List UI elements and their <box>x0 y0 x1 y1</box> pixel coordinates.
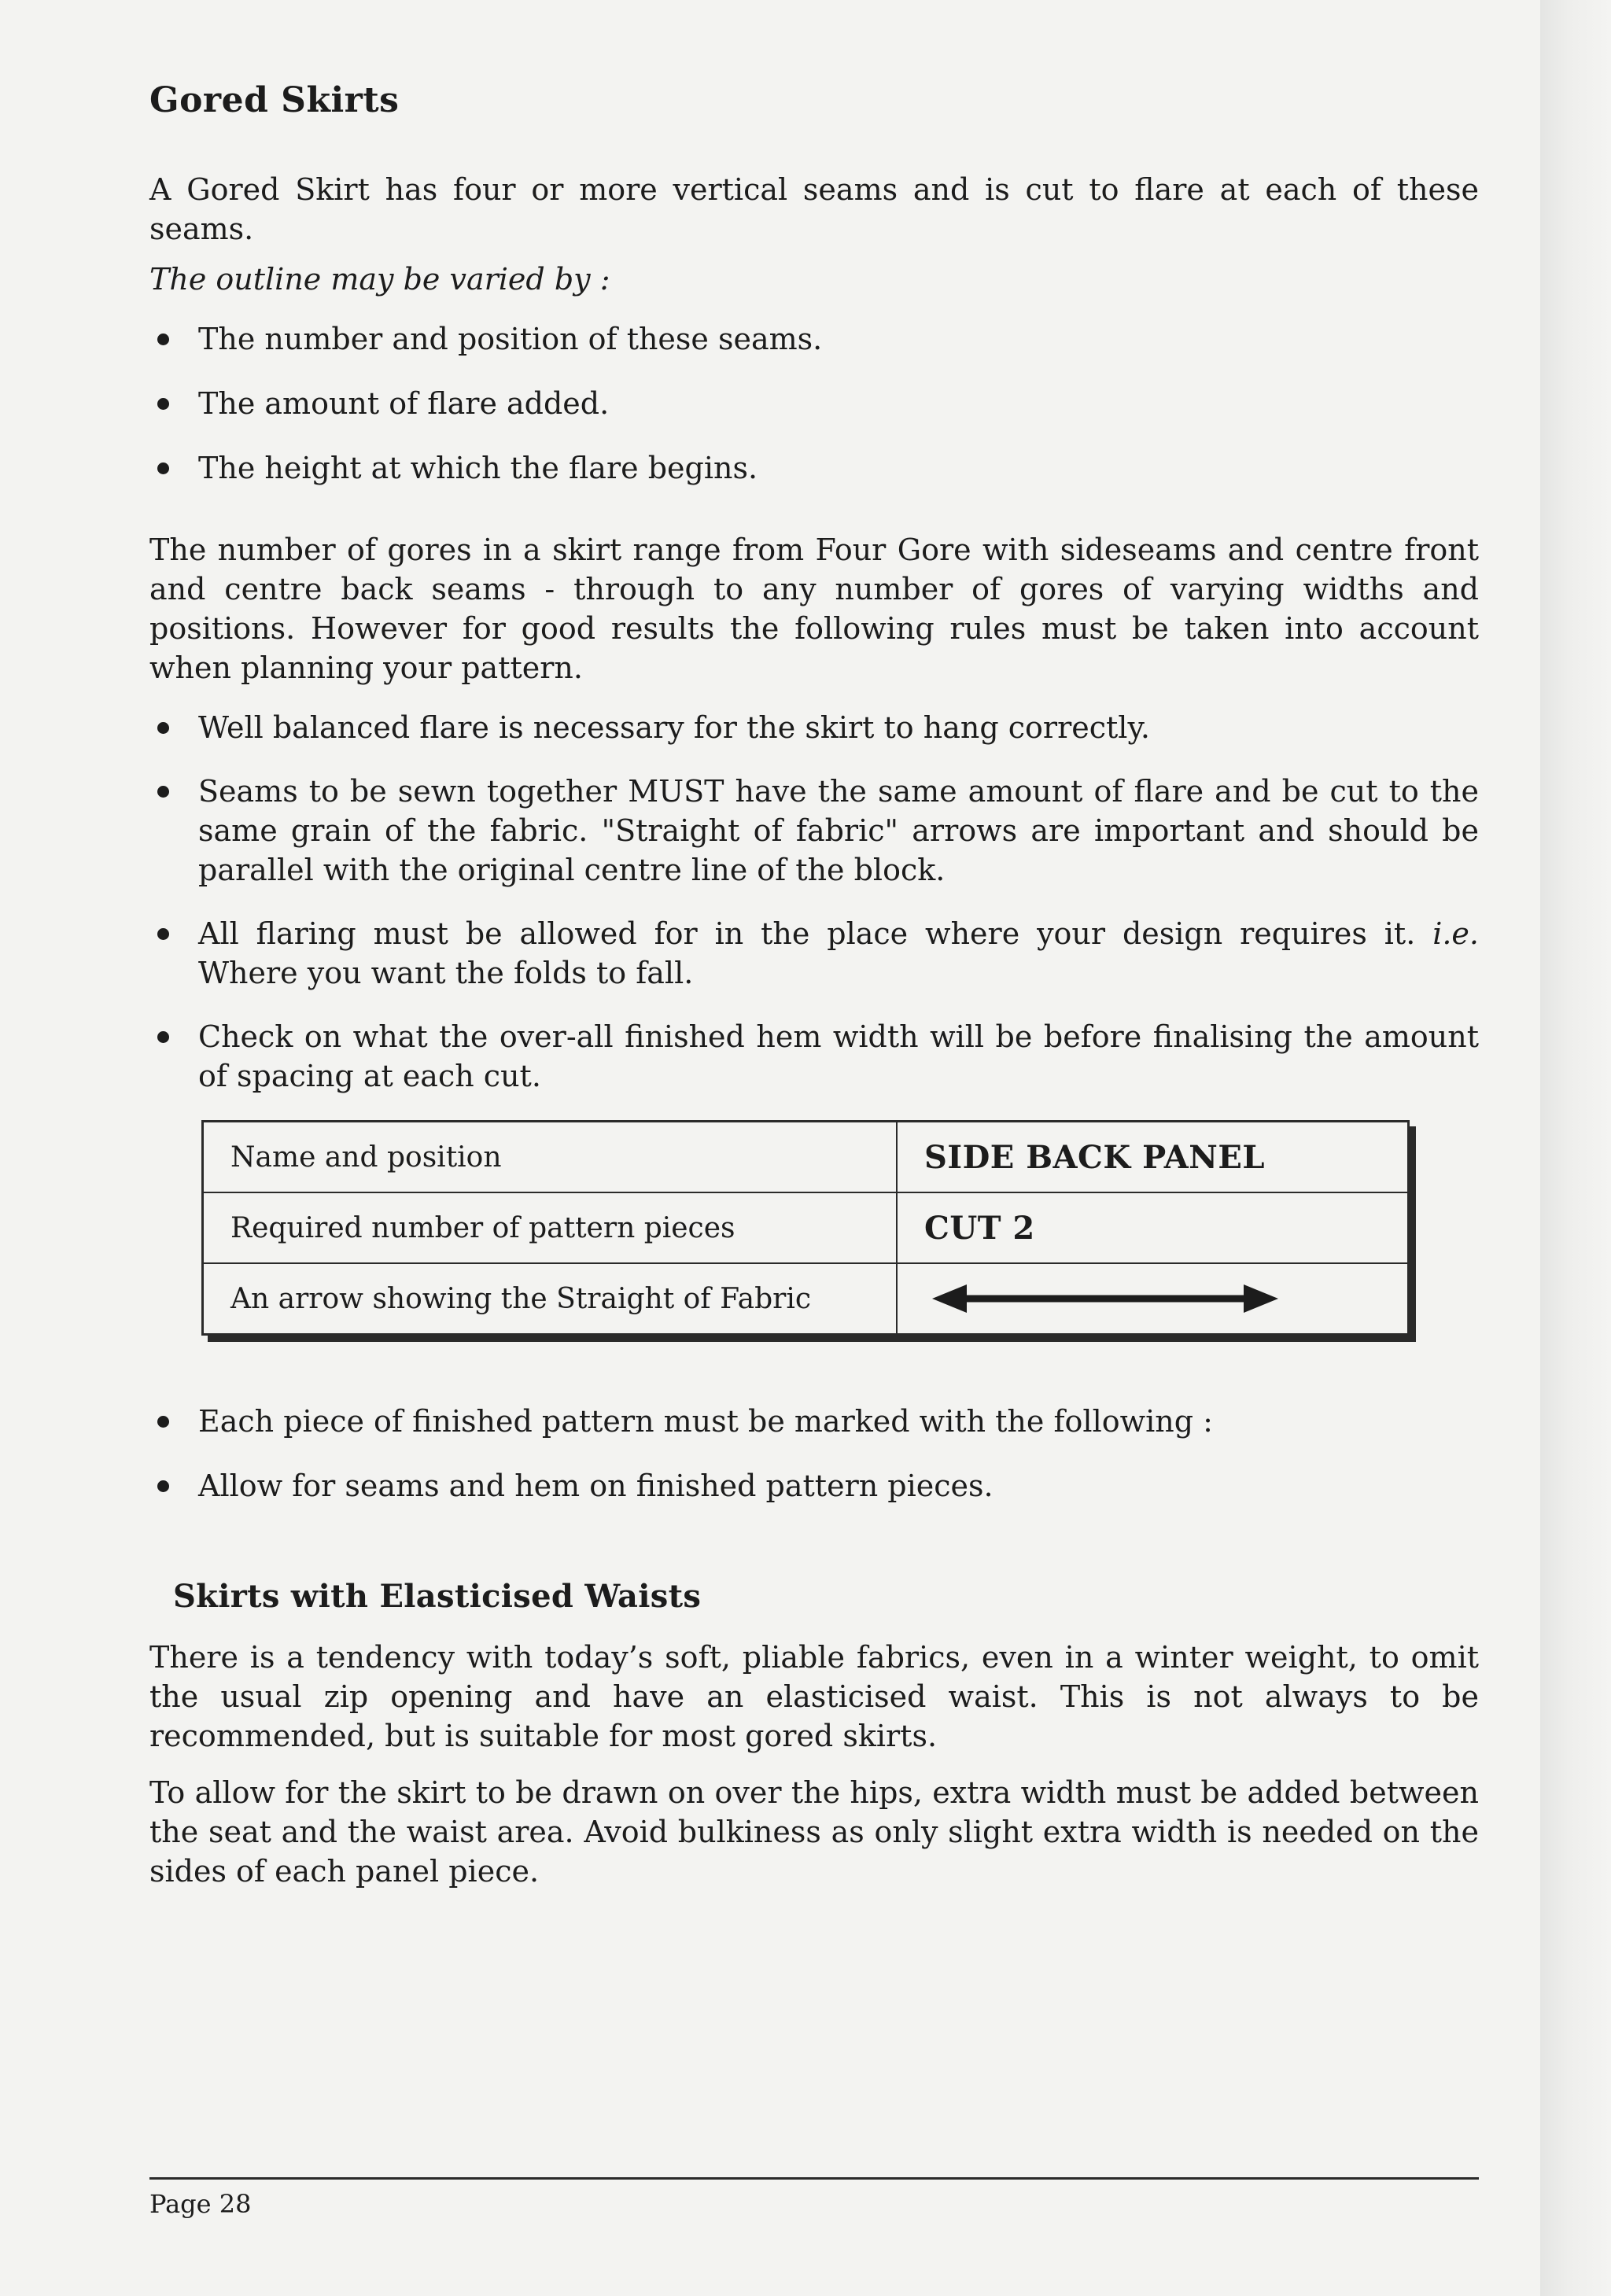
table-cell-label: Required number of pattern pieces <box>203 1192 898 1263</box>
bullet-icon <box>157 928 169 940</box>
table-cell-value: SIDE BACK PANEL <box>897 1122 1409 1193</box>
table-row <box>203 1192 1409 1263</box>
outline-lead: The outline may be varied by : <box>149 262 610 297</box>
table-cell-label: Name and position <box>203 1122 898 1193</box>
intro-paragraph: A Gored Skirt has four or more vertical seams and is cut to flare at each of these seams. <box>149 172 1479 246</box>
rule-flaring-after: Where you want the folds to fall. <box>198 956 694 990</box>
list-item <box>149 384 1479 423</box>
list-item-text: Check on what the over-all finished hem width will be before finalising the amount of spacing at each cut. <box>198 1019 1479 1093</box>
page-number: Page 28 <box>149 2189 252 2219</box>
list-item-text: The amount of flare added. <box>198 386 610 421</box>
table-cell-arrow <box>897 1263 1409 1335</box>
rule-flaring-ie: i.e. <box>1432 916 1479 951</box>
rules-list <box>149 708 1479 1096</box>
list-item <box>149 1466 1479 1505</box>
pattern-marking-table-wrap <box>201 1120 1410 1336</box>
page-title: Gored Skirts <box>149 80 400 120</box>
double-headed-arrow-icon <box>932 1281 1278 1316</box>
marking-list <box>149 1402 1479 1505</box>
list-item <box>149 1017 1479 1096</box>
rule-flaring-before: All flaring must be allowed for in the place where your design requires it. <box>198 916 1433 951</box>
elastic-paragraph: There is a tendency with today’s soft, pliable fabrics, even in a winter weight, to omit the usual zip opening and have an elasticised waist. This is not always to be recommended, but is suitable for most gored skirts. <box>149 1640 1479 1753</box>
list-item-text: Allow for seams and hem on finished pattern pieces. <box>198 1469 994 1503</box>
list-item-text: The number and position of these seams. <box>198 322 823 356</box>
bullet-icon <box>157 1480 169 1492</box>
list-item-text: Seams to be sewn together MUST have the same amount of flare and be cut to the same grain of the fabric. "Straight of fabric" arrows are important and should be parallel with the original centre line of the block. <box>198 774 1479 887</box>
list-item-text: Each piece of finished pattern must be marked with the following : <box>198 1404 1213 1439</box>
bullet-icon <box>157 398 169 410</box>
list-item <box>149 914 1479 993</box>
page-edge <box>1540 0 1611 2296</box>
elastic-paragraph: To allow for the skirt to be drawn on over the hips, extra width must be added between the seat and the waist area. Avoid bulkiness as only slight extra width is needed on the sides of each panel piece. <box>149 1775 1479 1889</box>
table-row <box>203 1263 1409 1335</box>
bullet-icon <box>157 463 169 474</box>
table-row <box>203 1122 1409 1193</box>
outline-list <box>149 319 1479 488</box>
bullet-icon <box>157 786 169 798</box>
list-item <box>149 708 1479 747</box>
list-item <box>149 772 1479 890</box>
table-spacer <box>149 1336 1479 1402</box>
pattern-marking-table <box>201 1120 1410 1336</box>
bullet-icon <box>157 722 169 734</box>
section-subheading: Skirts with Elasticised Waists <box>173 1578 702 1615</box>
table-cell-label: An arrow showing the Straight of Fabric <box>203 1263 898 1335</box>
bullet-icon <box>157 334 169 345</box>
gores-paragraph: The number of gores in a skirt range from Four Gore with sideseams and centre front and centre back seams - through to any number of gores of varying widths and positions. However for good results the following rules must be taken into account when planning your pattern. <box>149 533 1479 685</box>
bullet-icon <box>157 1416 169 1428</box>
table-cell-value: CUT 2 <box>897 1192 1409 1263</box>
bullet-icon <box>157 1031 169 1043</box>
page-content <box>149 79 1479 1891</box>
list-item <box>149 448 1479 488</box>
list-item <box>149 319 1479 359</box>
list-item <box>149 1402 1479 1441</box>
list-item-text: The height at which the flare begins. <box>198 451 758 485</box>
footer-rule <box>149 2177 1479 2180</box>
list-item-text: Well balanced flare is necessary for the skirt to hang correctly. <box>198 710 1150 745</box>
